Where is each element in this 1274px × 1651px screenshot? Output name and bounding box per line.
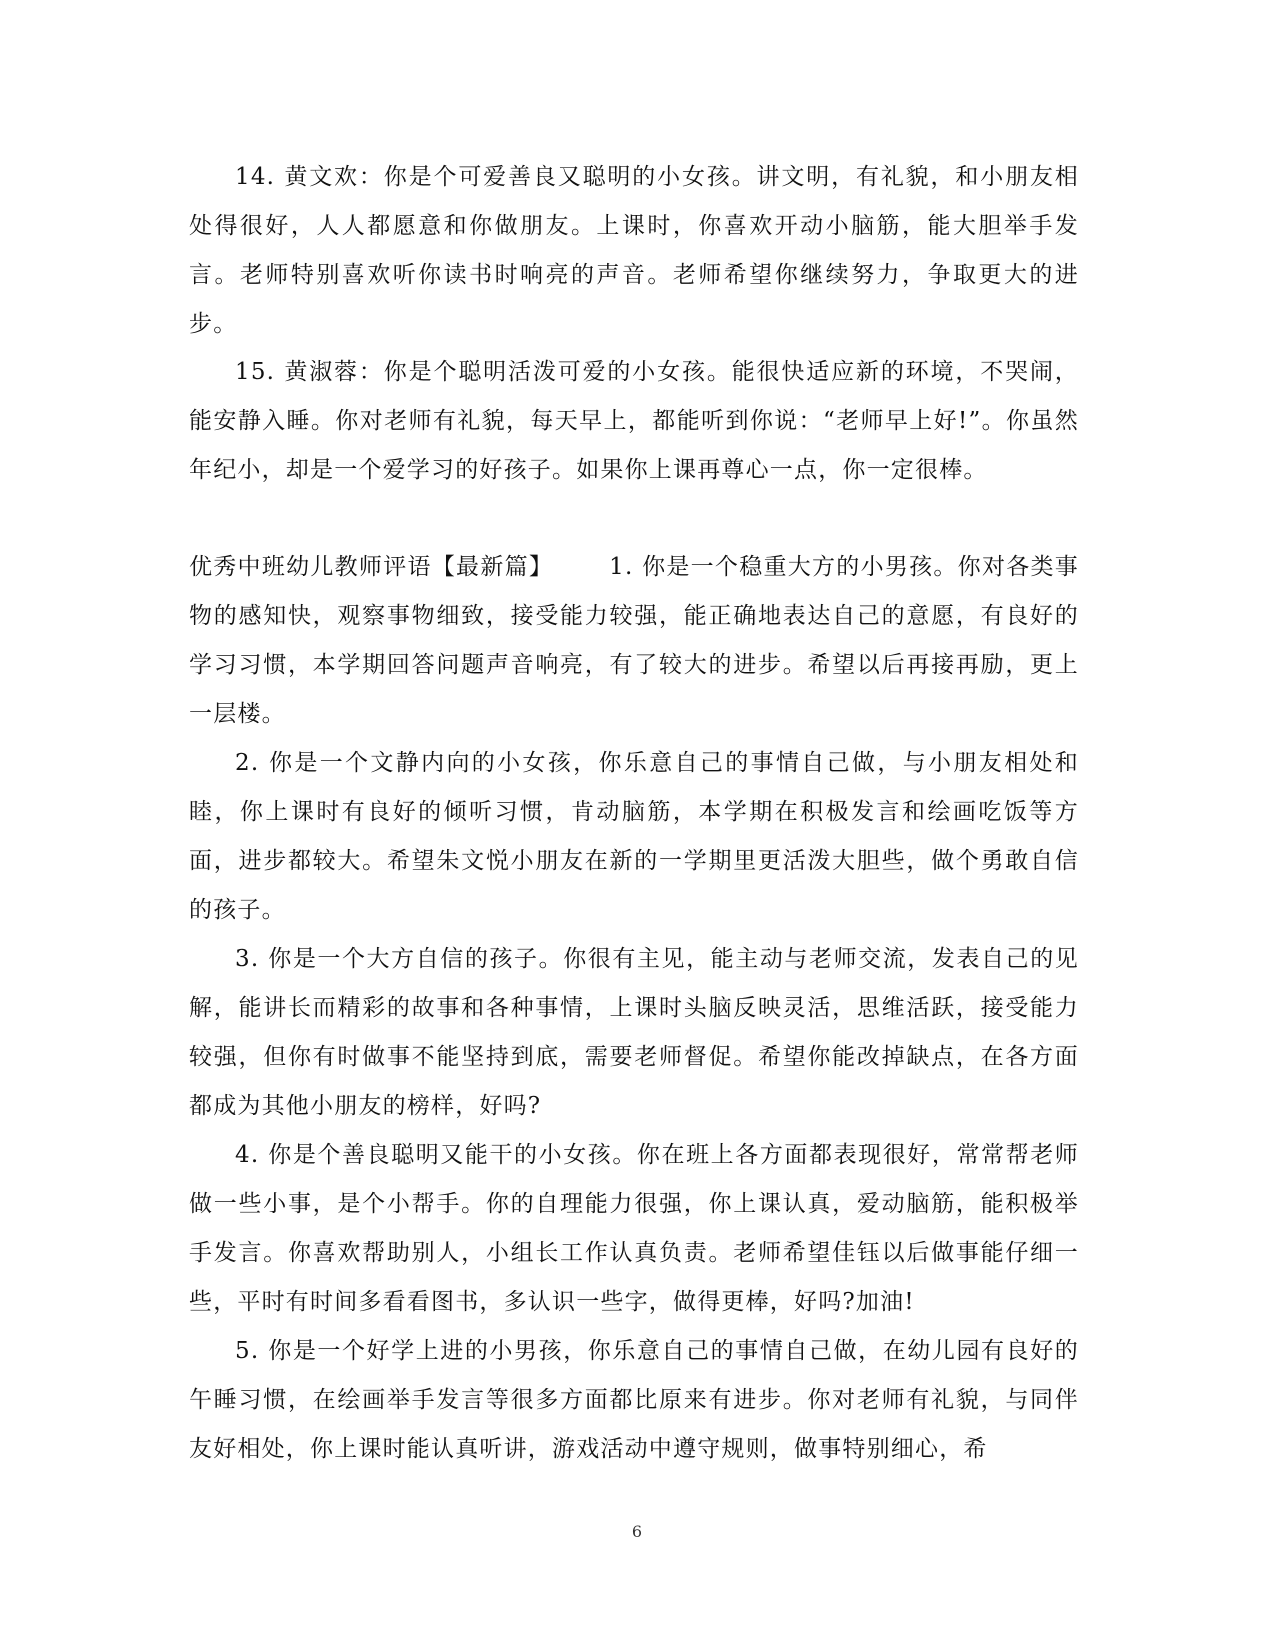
section-item-4: 4. 你是个善良聪明又能干的小女孩。你在班上各方面都表现很好，常常帮老师做一些小事，是个小帮手。你的自理能力很强，你上课认真，爱动脑筋，能积极举手发言。你喜欢帮助别人，小组长工作认真负责。老师希望佳钰以后做事能仔细一些，平时有时间多看看图书，多认识一些字，做得更棒，好吗?加油! — [189, 1142, 1079, 1315]
comment-paragraph-15: 15. 黄淑蓉：你是个聪明活泼可爱的小女孩。能很快适应新的环境，不哭闹，能安静入睡。你对老师有礼貌，每天早上，都能听到你说：“老师早上好!”。你虽然年纪小，却是一个爱学习的好孩子。如果你上课再尊心一点，你一定很棒。 — [189, 359, 1079, 483]
section-block — [189, 543, 1079, 1474]
section-item-3: 3. 你是一个大方自信的孩子。你很有主见，能主动与老师交流，发表自己的见解，能讲长而精彩的故事和各种事情，上课时头脑反映灵活，思维活跃，接受能力较强，但你有时做事不能坚持到底，需要老师督促。希望你能改掉缺点，在各方面都成为其他小朋友的榜样，好吗? — [189, 946, 1079, 1119]
section-first-paragraph — [189, 543, 1079, 739]
comment-block-15 — [189, 348, 1079, 495]
section-heading: 优秀中班幼儿教师评语【最新篇】 — [189, 554, 554, 580]
comment-block-14 — [189, 153, 1079, 349]
section-item-1: 1. 你是一个稳重大方的小男孩。你对各类事物的感知快，观察事物细致，接受能力较强，能正确地表达自己的意愿，有良好的学习习惯，本学期回答问题声音响亮，有了较大的进步。希望以后再接再励，更上一层楼。 — [189, 554, 1079, 727]
comment-paragraph-14: 14. 黄文欢：你是个可爱善良又聪明的小女孩。讲文明，有礼貌，和小朋友相处得很好，人人都愿意和你做朋友。上课时，你喜欢开动小脑筋，能大胆举手发言。老师特别喜欢听你读书时响亮的声音。老师希望你继续努力，争取更大的进步。 — [189, 164, 1079, 337]
page-number: 6 — [631, 1522, 643, 1541]
section-item-5: 5. 你是一个好学上进的小男孩，你乐意自己的事情自己做，在幼儿园有良好的午睡习惯，在绘画举手发言等很多方面都比原来有进步。你对老师有礼貌，与同伴友好相处，你上课时能认真听讲，游戏活动中遵守规则，做事特别细心，希 — [189, 1338, 1079, 1462]
section-item-2: 2. 你是一个文静内向的小女孩，你乐意自己的事情自己做，与小朋友相处和睦，你上课时有良好的倾听习惯，肯动脑筋，本学期在积极发言和绘画吃饭等方面，进步都较大。希望朱文悦小朋友在新的一学期里更活泼大胆些，做个勇敢自信的孩子。 — [189, 750, 1079, 923]
